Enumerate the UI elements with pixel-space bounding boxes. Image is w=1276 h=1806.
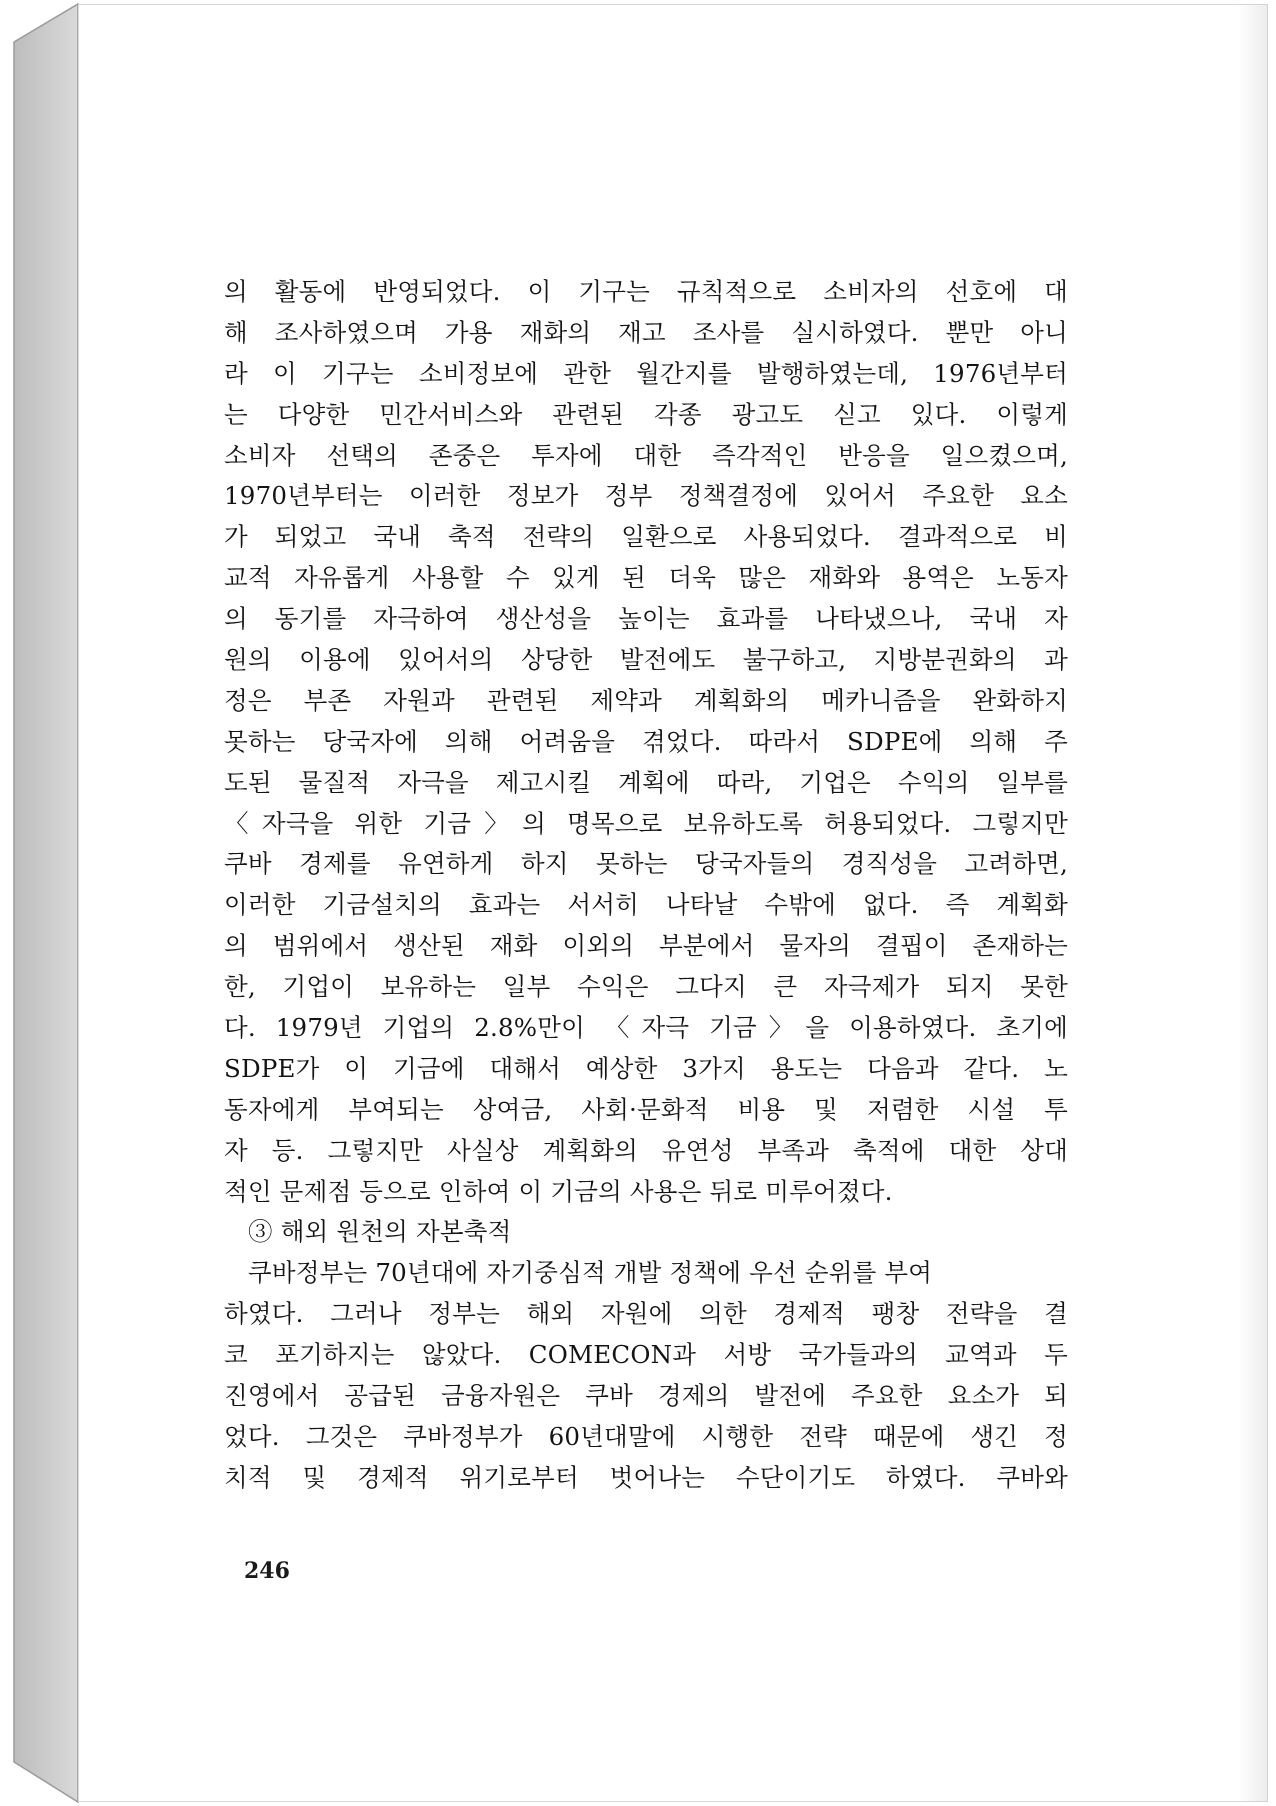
text-line: 쿠바정부는 70년대에 자기중심적 개발 정책에 우선 순위를 부여 <box>248 1258 933 1288</box>
text-line: 동자에게 부여되는 상여금, 사회·문화적 비용 및 저렴한 시설 투 <box>224 1094 1068 1124</box>
text-line: 자 등. 그렇지만 사실상 계획화의 유연성 부족과 축적에 대한 상대 <box>224 1135 1068 1165</box>
text-line: 는 다양한 민간서비스와 관련된 각종 광고도 싣고 있다. 이렇게 <box>224 399 1068 429</box>
text-line: 1970년부터는 이러한 정보가 정부 정책결정에 있어서 주요한 요소 <box>224 481 1068 511</box>
text-line: 한, 기업이 보유하는 일부 수익은 그다지 큰 자극제가 되지 못한 <box>224 972 1068 1002</box>
text-line: 코 포기하지는 않았다. COMECON과 서방 국가들과의 교역과 두 <box>224 1340 1068 1370</box>
text-line: 었다. 그것은 쿠바정부가 60년대말에 시행한 전략 때문에 생긴 정 <box>224 1421 1068 1451</box>
text-line: SDPE가 이 기금에 대해서 예상한 3가지 용도는 다음과 같다. 노 <box>224 1053 1068 1083</box>
text-line: 가 되었고 국내 축적 전략의 일환으로 사용되었다. 결과적으로 비 <box>224 522 1068 552</box>
section-heading: ③ 해외 원천의 자본축적 <box>248 1217 512 1247</box>
text-line: 의 범위에서 생산된 재화 이외의 부분에서 물자의 결핍이 존재하는 <box>224 931 1068 961</box>
text-line: 교적 자유롭게 사용할 수 있게 된 더욱 많은 재화와 용역은 노동자 <box>224 563 1068 593</box>
text-line: 의 활동에 반영되었다. 이 기구는 규칙적으로 소비자의 선호에 대 <box>224 277 1068 306</box>
text-line: 〈자극을 위한 기금〉의 명목으로 보유하도록 허용되었다. 그렇지만 <box>224 808 1068 838</box>
text-line: 진영에서 공급된 금융자원은 쿠바 경제의 발전에 주요한 요소가 되 <box>224 1381 1068 1411</box>
text-line: 다. 1979년 기업의 2.8%만이 〈자극 기금〉을 이용하였다. 초기에 <box>224 1013 1068 1043</box>
text-line: 소비자 선택의 존중은 투자에 대한 즉각적인 반응을 일으켰으며, <box>224 440 1068 470</box>
text-line: 적인 문제점 등으로 인하여 이 기금의 사용은 뒤로 미루어졌다. <box>224 1176 893 1206</box>
text-line: 해 조사하였으며 가용 재화의 재고 조사를 실시하였다. 뿐만 아니 <box>224 317 1068 347</box>
page-number: 246 <box>244 1558 290 1584</box>
text-line: 도된 물질적 자극을 제고시킬 계획에 따라, 기업은 수익의 일부를 <box>224 767 1068 797</box>
text-line: 의 동기를 자극하여 생산성을 높이는 효과를 나타냈으나, 국내 자 <box>224 604 1068 634</box>
text-line: 쿠바 경제를 유연하게 하지 못하는 당국자들의 경직성을 고려하면, <box>224 849 1068 879</box>
text-line: 라 이 기구는 소비정보에 관한 월간지를 발행하였는데, 1976년부터 <box>224 358 1068 388</box>
body-text <box>224 272 1068 1499</box>
text-line: 못하는 당국자에 의해 어려움을 겪었다. 따라서 SDPE에 의해 주 <box>224 726 1068 756</box>
text-line: 원의 이용에 있어서의 상당한 발전에도 불구하고, 지방분권화의 과 <box>224 645 1068 675</box>
text-line: 이러한 기금설치의 효과는 서서히 나타날 수밖에 없다. 즉 계획화 <box>224 890 1068 920</box>
text-line: 하였다. 그러나 정부는 해외 자원에 의한 경제적 팽창 전략을 결 <box>224 1299 1068 1329</box>
text-line: 치적 및 경제적 위기로부터 벗어나는 수단이기도 하였다. 쿠바와 <box>224 1462 1068 1492</box>
text-line: 정은 부존 자원과 관련된 제약과 계획화의 메카니즘을 완화하지 <box>224 685 1068 715</box>
page-edge-shadow <box>1238 4 1268 1802</box>
